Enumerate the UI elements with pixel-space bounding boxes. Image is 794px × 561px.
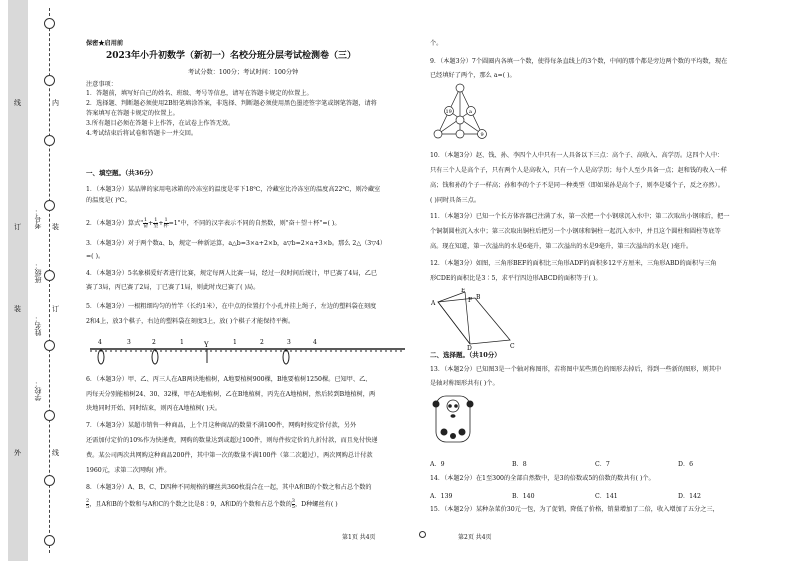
continuation: 个。: [430, 40, 443, 47]
numerator: 1: [164, 217, 168, 223]
punch-hole: [44, 535, 55, 546]
question-10: ( )同时具备三点。: [430, 197, 481, 204]
point-label: C: [510, 343, 515, 350]
q8-text: ，且A和B的个数和与A和C的个数之比是8∶9，A和D的个数和占总个数的: [89, 501, 292, 508]
numerator: 1: [154, 217, 158, 223]
question-10: 高；钱和孙的个子一样高；孙和李的个子不是同一种类型（即如果孙是高个子，则李是矮个子，反之亦然）。: [430, 182, 724, 189]
question-11: 11．（本题3分）已知一个长方体容器已注满了水，第一次把一个小钢球沉入水中；第二次取出小钢球后，把一: [430, 213, 730, 220]
question-3: 3．（本题3分）对于两个数a、b，规定一种新运算，a△b=3×a+2×b，a▽b=2×a+3×b。那么 2△（3▽4）: [86, 240, 387, 247]
seal-char: 内: [52, 99, 59, 107]
binding-margin: [0, 0, 78, 561]
point-label: E: [461, 288, 466, 294]
seal-char: 装: [14, 305, 21, 313]
exam-number-label: 考号：: [34, 208, 42, 229]
scale-number: 1: [180, 339, 184, 346]
fraction: [153, 218, 158, 229]
question-10: 只有三个人是高个子，只有两个人是高收入，只有一个人是高学历；每个人至少具备一点；赵和钱的收入一样: [430, 167, 727, 174]
fulcrum-mark: Y: [204, 341, 209, 349]
seal-char: 外: [14, 449, 21, 457]
question-1: 的温度是( )℃。: [86, 197, 131, 204]
binding-band: [8, 0, 28, 561]
option-b: B．8: [512, 461, 527, 468]
bag-left-inner: [152, 350, 158, 364]
exam-title: 2023年小升初数学（新初一）名校分班分层考试检测卷（三）: [106, 51, 357, 61]
scale-number: 4: [98, 339, 102, 346]
page-footer: 第1页 共4页: [342, 534, 376, 541]
numerator: 3: [291, 498, 295, 504]
question-6: 块地同时开始、同时结束，则丙在A地植树( )天。: [86, 405, 222, 412]
circle-label: a: [469, 109, 472, 115]
punch-hole: [44, 200, 55, 211]
note-line: 4.考试结束后将试卷和答题卡一并交回。: [86, 130, 198, 137]
punch-hole: [44, 475, 55, 486]
question-2: 2．（本题3分）算式" $\frac{1}{\text{奋}}$ + $\frac{1}{\text{望}}$ + $\frac{1}{\text{杯}}$ =1"中，不同的汉字表示不同的自然数，则"奋＋望＋杯"=( )。: [86, 217, 341, 229]
section-heading: 二、选择题。（共10分）: [430, 351, 501, 359]
question-12: 形CDE的面积比是3∶5，求平行四边形ABCD的面积等于( )。: [430, 275, 602, 282]
section-heading: 一、填空题。（共36分）: [86, 169, 157, 177]
q2-suffix: =1"中，不同的汉字表示不同的自然数，则"奋＋望＋杯"=( )。: [168, 220, 341, 227]
question-5: 5．（本题3分）一根粗细均匀的竹竿（长约1米），在中点的位置打个小孔并挂上绳子，左边的塑料袋在刻度: [86, 303, 377, 310]
scale-number: 2: [260, 339, 264, 346]
scale-number: 1: [233, 339, 237, 346]
note-line: 1．答题前，填写好自己的姓名、班级、考号等信息，请写在答题卡规定的位置上。: [86, 90, 313, 97]
scale-number: 2: [152, 339, 156, 346]
confidential-mark: 保密★启用前: [86, 40, 124, 47]
circle-label: 9: [480, 132, 484, 138]
exam-meta: 考试分数：100分；考试时间：100分钟: [188, 69, 299, 76]
denominator: 奋: [143, 223, 149, 229]
denominator: 5: [291, 504, 295, 510]
punch-hole: [44, 340, 55, 351]
fraction: [143, 218, 148, 229]
question-10: 10．（本题3分）赵、钱、孙、李四个人中只有一人具备以下三点：高个子、高收入、高学历。这四个人中：: [430, 152, 724, 159]
punch-hole: [44, 410, 55, 421]
note-line: 2．选择题、判断题必须使用2B铅笔填涂答案，非选择、判断题必须使用黑色墨迹签字笔或钢笔答题，请将: [86, 100, 377, 107]
question-3: =( )。: [86, 253, 105, 260]
punch-hole: [44, 18, 55, 29]
question-13: 是轴对称图形共有( )个。: [430, 380, 499, 387]
question-7: 7．（本题3分）某超市销售一种商品，上个月这种商品的数量不满100件，网购时按定价付款，另外: [86, 422, 357, 429]
page-1: [80, 0, 420, 561]
symmetric-figure: [432, 392, 474, 448]
seal-char: 线: [14, 99, 21, 107]
question-9: 已经填好了两个，那么 a=( )。: [430, 72, 516, 79]
option-a: A．139: [430, 493, 453, 500]
question-6: 6．（本题3分）甲、乙、丙三人在AB两块地植树，A地要植树900棵，B地要植树1250棵。已知甲、乙、: [86, 376, 372, 383]
question-8: 8．（本题3分）A、B、C、D四种不同规格的螺丝共360枚混合在一起，其中A和B的个数之和占总个数的: [86, 484, 372, 491]
question-4: 赛了3局，丙已赛了2局，丁已赛了1局，则此时戊已赛了( )局。: [86, 284, 260, 291]
page-footer: 第2页 共4页: [458, 534, 492, 541]
name-label: 姓名：: [34, 315, 42, 336]
question-12: 12．（本题3分）如图，三角形BEF的面积比三角形ADF的面积多12平方厘米，三角形ABD的面积与三角: [430, 260, 717, 267]
option-a: A．9: [430, 461, 445, 468]
option-d: D．6: [678, 461, 694, 468]
point-label: F: [468, 297, 473, 304]
option-c: C．141: [595, 493, 618, 500]
seal-char: 订: [52, 305, 59, 313]
question-4: 4．（本题3分）5名象棋爱好者进行比赛，规定每两人比赛一局，经过一段时间后统计，甲已赛了4局，乙已: [86, 270, 378, 277]
bag-left-outer: [98, 350, 104, 364]
question-7: 1960元，求第二次网购( )件。: [86, 467, 171, 474]
question-6: 丙每天分别能植树24、30、32棵，甲在A地植树，乙在B地植树，丙先在A地植树，然后转到B地植树，两: [86, 391, 376, 398]
question-11: 个铜制圆柱沉入水中；第三次取出铜柱后把另一个小钢球和铜柱一起沉入水中，并且这个圆柱和圆柱等底等: [430, 228, 721, 235]
q2-prefix: 2．（本题3分）算式: [86, 220, 141, 227]
numerator: 1: [144, 217, 148, 223]
notes-title: 注意事项：: [86, 81, 117, 88]
question-9: 9．（本题3分）7个圆圈内各填一个数，使得每条直线上的3个数，中间的那个都是旁边两个数的平均数，现在: [430, 58, 728, 65]
option-b: B．140: [512, 493, 535, 500]
question-7: 还需加付定价的10%作为快递费，网购的数量达到或超过100件，则每件按定价的九折付款，而且免付快递: [86, 437, 378, 444]
seal-char: 订: [14, 223, 21, 231]
option-d: D．142: [678, 493, 701, 500]
question-7: 费。某公司两次共网购这种商品200件，其中第一次的数量不满100件（第二次超过），两次网购总计付款: [86, 452, 373, 459]
question-8: [86, 499, 338, 510]
school-label: 学校：: [34, 380, 42, 401]
scale-number: 3: [287, 339, 291, 346]
q8-text: ，D种螺丝有( ): [294, 501, 338, 508]
question-13: 13．（本题2分）已知图3是一个轴对称图形，若将图中某些黑色的图形去掉后，得到一些新的图形，则其中: [430, 366, 722, 373]
numerator: 2: [86, 498, 90, 504]
bag-right: [283, 350, 289, 364]
circle-label: 19: [445, 109, 452, 115]
question-1: 1．（本题3分）某品牌的家用电冰箱的冷冻室的温度是零下18℃，冷藏室比冷冻室的温度高22℃，则冷藏室: [86, 186, 381, 193]
scale-number: 3: [127, 339, 131, 346]
question-11: 高。现在知道，第一次溢出的水是6毫升，第二次溢出的水是9毫升，第三次溢出的水是( )毫升。: [430, 243, 693, 250]
question-15: 15．（本题2分）某种杂菜价30元一包，为了促销，降低了价格，销量增加了二倍，收入增加了五分之三，: [430, 506, 719, 513]
note-line: 3.所有题目必须在答题卡上作答，在试卷上作答无效。: [86, 120, 235, 127]
punch-hole: [44, 135, 55, 146]
parallelogram-diagram: [430, 288, 520, 350]
seal-char: 线: [52, 449, 59, 457]
question-14: 14．（本题2分）在1至300的全部自然数中，是3的倍数或5的倍数的数共有( )个。: [430, 475, 655, 482]
note-line: 答案填写在答题卡规定的位置上。: [86, 110, 179, 117]
class-label: 班级：: [34, 262, 42, 283]
option-c: C．7: [595, 461, 610, 468]
point-label: D: [467, 345, 472, 350]
page-2: [428, 0, 778, 561]
question-5: 2和4上，放3个棋子，右边的塑料袋在刻度3上，放( )个棋子才能保持平衡。: [86, 318, 295, 325]
denominator: 5: [86, 504, 90, 510]
denominator: 望: [153, 223, 159, 229]
punch-hole: [44, 270, 55, 281]
scale-number: 4: [313, 339, 317, 346]
page-divider-mark: [419, 531, 426, 538]
seal-char: 装: [52, 223, 59, 231]
lever-diagram: [85, 335, 415, 371]
circle-diagram: [430, 82, 490, 142]
punch-hole: [44, 75, 55, 86]
point-label: B: [476, 294, 481, 301]
denominator: 杯: [163, 223, 169, 229]
point-label: A: [431, 300, 436, 307]
